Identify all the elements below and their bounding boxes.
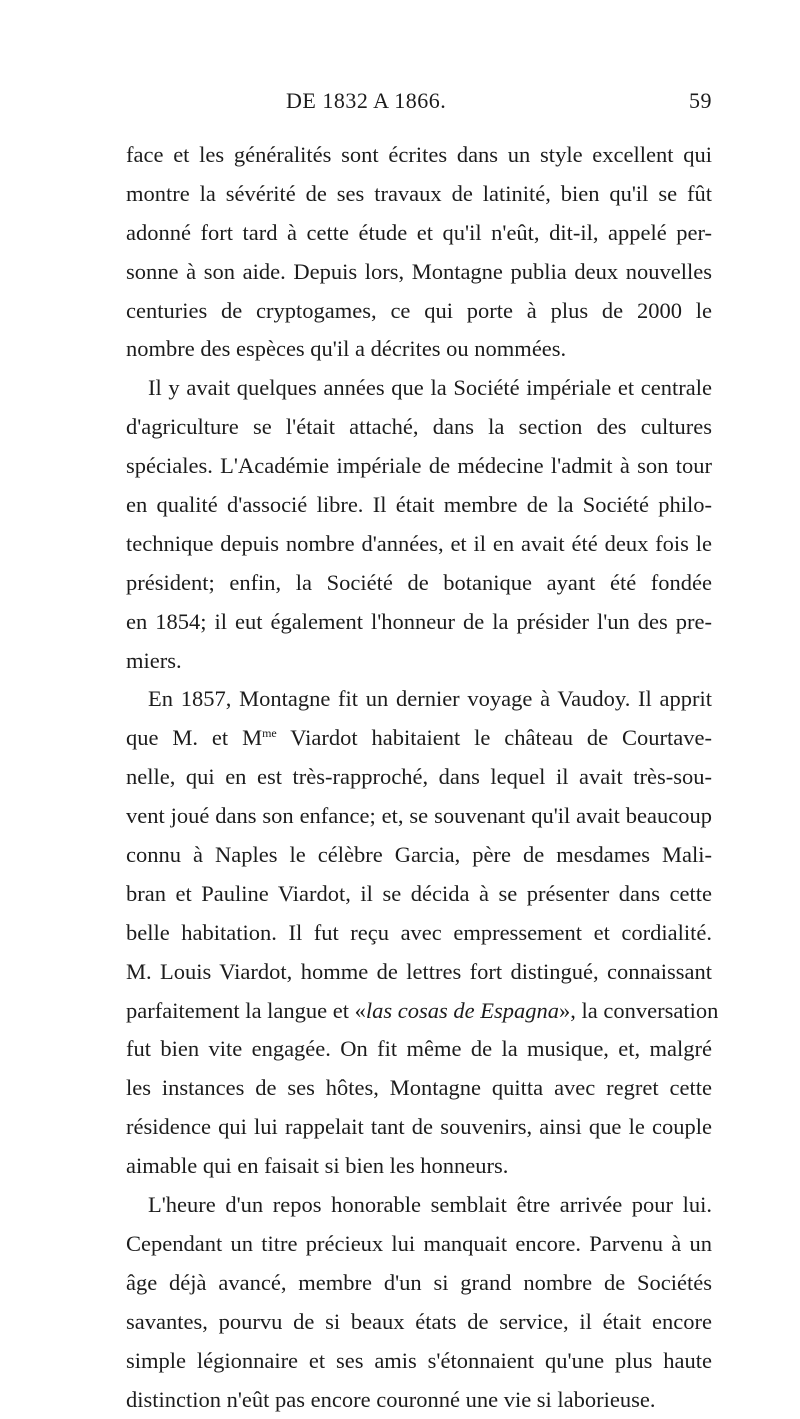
text-line: nombre des espèces qu'il a décrites ou nommées. bbox=[126, 330, 712, 369]
text-line: savantes, pourvu de si beaux états de service, il était encore bbox=[126, 1303, 712, 1342]
text-line: âge déjà avancé, membre d'un si grand nombre de Sociétés bbox=[126, 1264, 712, 1303]
text-line: belle habitation. Il fut reçu avec empressement et cordialité. bbox=[126, 914, 712, 953]
text-line: M. Louis Viardot, homme de lettres fort distingué, connaissant bbox=[126, 953, 712, 992]
text-line: bran et Pauline Viardot, il se décida à se présenter dans cette bbox=[126, 875, 712, 914]
text-line: montre la sévérité de ses travaux de latinité, bien qu'il se fût bbox=[126, 175, 712, 214]
text-line: En 1857, Montagne fit un dernier voyage à Vaudoy. Il apprit bbox=[126, 680, 712, 719]
superscript: me bbox=[262, 726, 277, 740]
text-line: président; enfin, la Société de botanique ayant été fondée bbox=[126, 564, 712, 603]
text-line: technique depuis nombre d'années, et il en avait été deux fois le bbox=[126, 525, 712, 564]
text-line: face et les généralités sont écrites dans un style excellent qui bbox=[126, 136, 712, 175]
text-fragment: parfaitement la langue et « bbox=[126, 998, 366, 1023]
text-line: adonné fort tard à cette étude et qu'il n'eût, dit-il, appelé per- bbox=[126, 214, 712, 253]
text-line: Il y avait quelques années que la Société impériale et centrale bbox=[126, 369, 712, 408]
text-fragment: Viardot habitaient le château de Courtave- bbox=[277, 725, 712, 750]
text-line bbox=[126, 992, 712, 1031]
text-fragment: », la conversation bbox=[559, 998, 718, 1023]
text-line: L'heure d'un repos honorable semblait être arrivée pour lui. bbox=[126, 1186, 712, 1225]
text-line bbox=[126, 719, 712, 758]
text-line: aimable qui en faisait si bien les honneurs. bbox=[126, 1147, 712, 1186]
page-number: 59 bbox=[689, 88, 712, 114]
text-line: simple légionnaire et ses amis s'étonnaient qu'une plus haute bbox=[126, 1342, 712, 1381]
text-line: en qualité d'associé libre. Il était membre de la Société philo- bbox=[126, 486, 712, 525]
text-line: Cependant un titre précieux lui manquait encore. Parvenu à un bbox=[126, 1225, 712, 1264]
text-fragment: que M. et M bbox=[126, 725, 262, 750]
text-line: sonne à son aide. Depuis lors, Montagne publia deux nouvelles bbox=[126, 253, 712, 292]
text-line: fut bien vite engagée. On fit même de la musique, et, malgré bbox=[126, 1030, 712, 1069]
text-line: spéciales. L'Académie impériale de médecine l'admit à son tour bbox=[126, 447, 712, 486]
text-line: nelle, qui en est très-rapproché, dans lequel il avait très-sou- bbox=[126, 758, 712, 797]
text-line: connu à Naples le célèbre Garcia, père de mesdames Mali- bbox=[126, 836, 712, 875]
italic-phrase: las cosas de Espagna bbox=[366, 998, 559, 1023]
text-line: résidence qui lui rappelait tant de souvenirs, ainsi que le couple bbox=[126, 1108, 712, 1147]
text-line: d'agriculture se l'était attaché, dans la section des cultures bbox=[126, 408, 712, 447]
text-line: vent joué dans son enfance; et, se souvenant qu'il avait beaucoup bbox=[126, 797, 712, 836]
text-line: les instances de ses hôtes, Montagne quitta avec regret cette bbox=[126, 1069, 712, 1108]
text-line: miers. bbox=[126, 642, 712, 681]
running-title: DE 1832 A 1866. bbox=[286, 88, 446, 114]
running-header bbox=[126, 88, 712, 118]
text-line: centuries de cryptogames, ce qui porte à plus de 2000 le bbox=[126, 292, 712, 331]
body-text bbox=[126, 136, 712, 1419]
text-line: distinction n'eût pas encore couronné une vie si laborieuse. bbox=[126, 1381, 712, 1419]
text-line: en 1854; il eut également l'honneur de la présider l'un des pre- bbox=[126, 603, 712, 642]
